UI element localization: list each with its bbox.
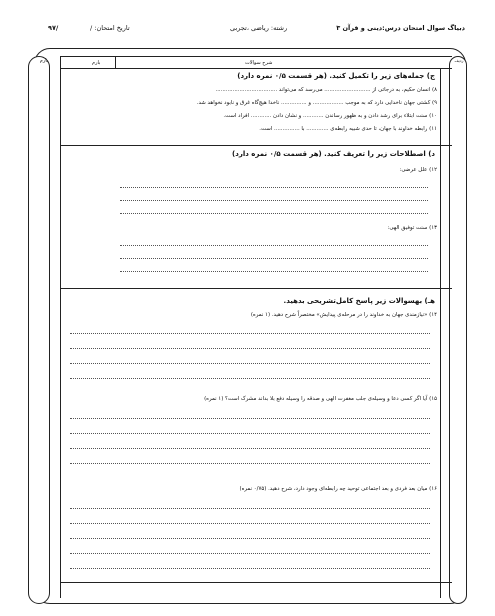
- col-score-mid: بارم: [92, 60, 101, 66]
- row-column-scroll: [449, 56, 467, 604]
- table-header-line: [60, 68, 452, 69]
- exam-title: دبیاگ سوال امتحان درس:دینی و قرآن ۳: [336, 24, 465, 32]
- question-10: ۱۰) سنت ابتلاء برای رشد دادن و به ظهور رساندن ............ و نشان دادن ............ افراد است.: [223, 113, 437, 119]
- answer-line[interactable]: [70, 538, 430, 539]
- answer-line[interactable]: [70, 363, 430, 364]
- table-header-divider: [115, 56, 116, 68]
- score-divider-line: [60, 68, 61, 598]
- section-e-title: هـ) بهسوالات زیر پاسخ کامل‌تشریحی بدهید.: [283, 297, 435, 305]
- answer-line[interactable]: [70, 378, 430, 379]
- answer-line[interactable]: [70, 508, 430, 509]
- question-8: ۸) انسان حکیم، به درجاتی از ........................... می‌رسد که می‌تواند ....................................: [215, 87, 437, 93]
- answer-line[interactable]: [120, 213, 428, 214]
- row-divider-line: [440, 68, 441, 598]
- section-divider-c: [60, 145, 452, 146]
- question-16: ۱۶) میان بعد فردی و بعد اجتماعی توحید چه رابطه‌ای وجود دارد، شرح دهید. (۰/۷۵ نمره): [239, 486, 437, 492]
- exam-header: [30, 20, 465, 36]
- answer-line[interactable]: [120, 271, 428, 272]
- page-number: ۹۷/: [48, 24, 59, 32]
- score-column-scroll: [28, 56, 50, 604]
- answer-line[interactable]: [120, 258, 428, 259]
- section-divider-d: [60, 288, 452, 289]
- answer-line[interactable]: [70, 418, 430, 419]
- question-12: ۱۲) علل عرضی:: [399, 167, 437, 173]
- answer-line[interactable]: [120, 187, 428, 188]
- section-c-title: ج) جمله‌های زیر را تکمیل کنید. (هر قسمت ۰/۵ نمره دارد): [237, 72, 435, 80]
- section-d-title: د) اصطلاحات زیر را تعریف کنید. (هر قسمت ۰/۵ نمره دارد): [232, 150, 435, 158]
- question-13: ۱۳) سنت توفیق الهی:: [387, 225, 437, 231]
- question-11: ۱۱) رابطه خداوند با جهان، تا حدی شبیه رابطه‌ی ............. با ............... است.: [259, 126, 437, 132]
- table-top-line: [60, 56, 452, 57]
- answer-line[interactable]: [70, 523, 430, 524]
- answer-line[interactable]: [120, 200, 428, 201]
- col-title: شرح سوالات: [245, 60, 273, 66]
- answer-line[interactable]: [120, 245, 428, 246]
- date-label: تاریخ امتحان: /: [90, 24, 130, 32]
- answer-line[interactable]: [70, 433, 430, 434]
- table-bottom-line: [60, 582, 452, 583]
- question-15: ۱۵) آیا اگر کسی دعا و وسیله‌ی جلب مغفرت الهی و صدقه را وسیله دفع بلا بداند مشرک است؟ (۱ نمره): [204, 396, 437, 402]
- answer-line[interactable]: [70, 348, 430, 349]
- answer-line[interactable]: [70, 448, 430, 449]
- table-header-divider: [60, 56, 61, 68]
- col-score-left: بارم: [39, 58, 49, 64]
- answer-line[interactable]: [70, 553, 430, 554]
- answer-line[interactable]: [70, 568, 430, 569]
- col-row: ردیف: [454, 58, 464, 63]
- question-9: ۹) کشتی جهان ناخدایی دارد که به موجب .................. و ............... ناخدا هیچ‌گاه غرق و نابود نخواهد شد.: [196, 100, 437, 106]
- question-14: ۱۴) «نیازمندی جهان به خداوند را در مرحله‌ی پیدایش» مختصراً شرح دهید. (۱ نمره): [250, 312, 437, 318]
- answer-line[interactable]: [70, 333, 430, 334]
- answer-line[interactable]: [70, 463, 430, 464]
- field-label: رشته: ریاضی ،تجربی: [230, 24, 288, 32]
